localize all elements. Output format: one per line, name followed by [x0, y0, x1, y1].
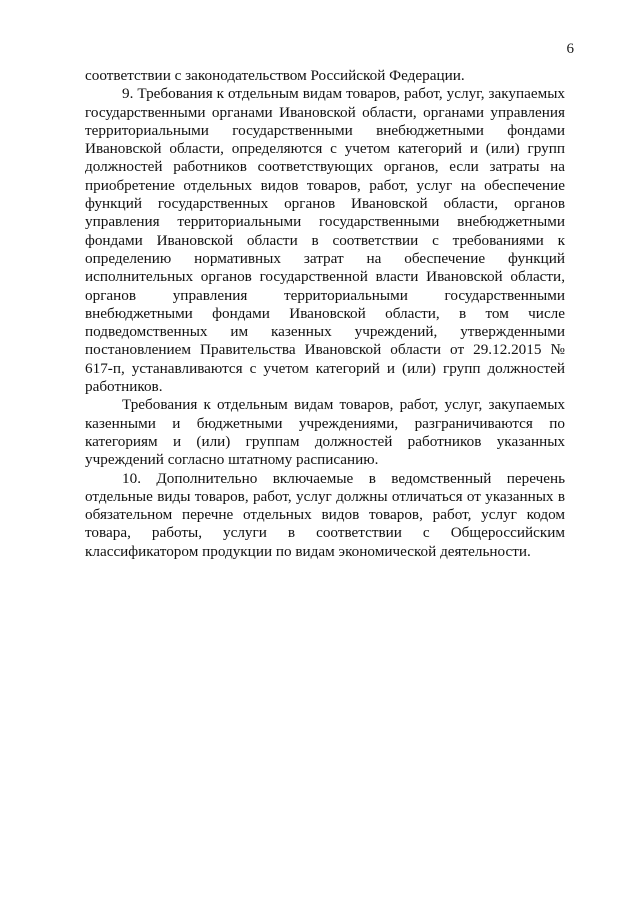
paragraph-continuation: соответствии с законодательством Российской Федерации. [85, 67, 465, 84]
paragraph-item-9-requirements: Требования к отдельным видам товаров, работ, услуг, закупаемых казенными и бюджетными учреждениями, разграничиваются по категориям и (или) группам должностей работников указанных учреждений согласно штатному расписанию. [85, 396, 565, 469]
paragraph-item-9: 9. Требования к отдельным видам товаров, работ, услуг, закупаемых государственными органами Ивановской области, органами управления территориальными государственными внебюджетными фондами Ивановской области, определяются с учетом категорий и (или) групп должностей работников соответствующих органов, если затраты на приобретение отдельных видов товаров, работ, услуг на обеспечение функций государственных органов Ивановской области, органов управления территориальными государственными внебюджетными фондами Ивановской области в соответствии с требованиями к определению нормативных затрат на обеспечение функций исполнительных органов государственной власти Ивановской области, органов управления территориальными государственными внебюджетными фондами Ивановской области, в том числе подведомственных им казенных учреждений, утвержденными постановлением Правительства Ивановской области от 29.12.2015 № 617-п, устанавливаются с учетом категорий и (или) групп должностей работников. [85, 85, 565, 396]
document-body [85, 67, 565, 561]
paragraph-item-10: 10. Дополнительно включаемые в ведомственный перечень отдельные виды товаров, работ, услуг должны отличаться от указанных в обязательном перечне отдельных видов товаров, работ, услуг кодом товара, работы, услуги в соответствии с Общероссийским классификатором продукции по видам экономической деятельности. [85, 469, 565, 560]
page-number: 6 [566, 41, 574, 57]
